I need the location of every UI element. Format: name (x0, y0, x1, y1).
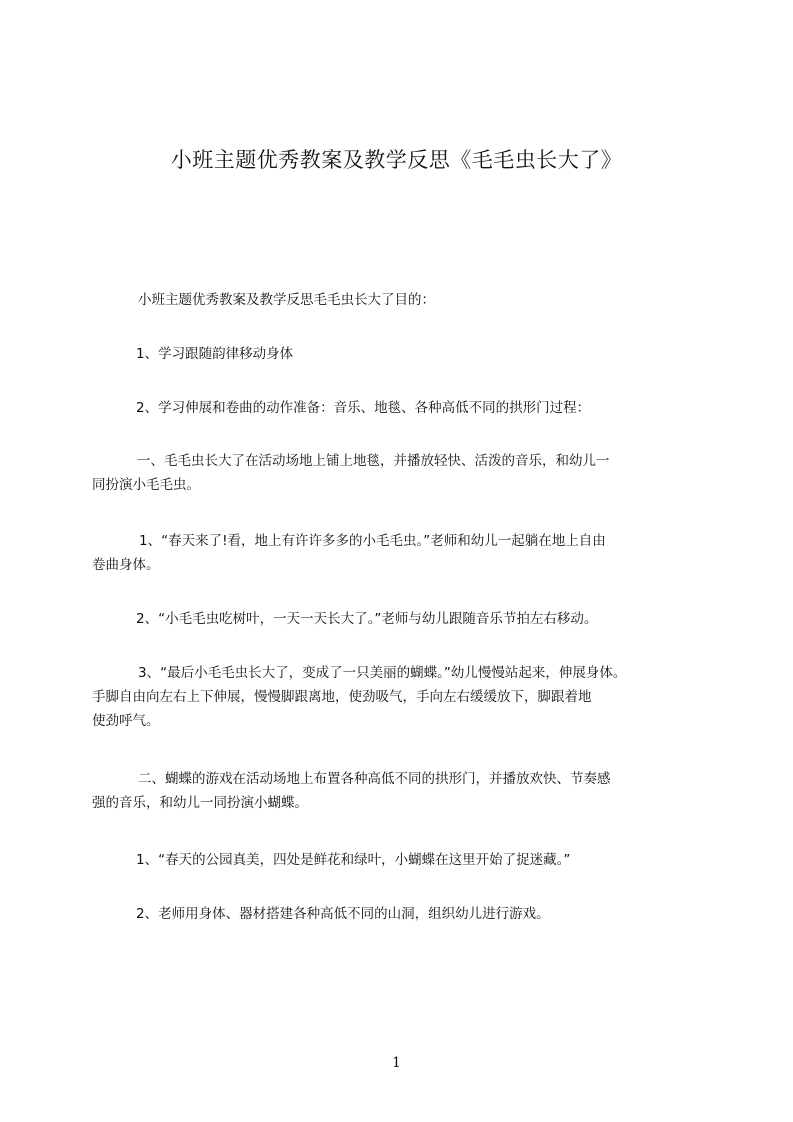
paragraph-step-2-2 (136, 902, 550, 926)
paragraph-line: 2、学习伸展和卷曲的动作准备：音乐、地毯、各种高低不同的拱形门过程： (136, 400, 591, 416)
page-number: 1 (392, 1055, 401, 1071)
document-title: 小班主题优秀教案及教学反思《毛毛虫长大了》 (170, 148, 623, 172)
paragraph-line: 手脚自由向左右上下伸展，慢慢脚跟离地，使劲吸气，手向左右缓缓放下，脚跟着地 (92, 689, 592, 705)
paragraph-line: 3、“最后小毛毛虫长大了，变成了一只美丽的蝴蝶。”幼儿慢慢站起来，伸展身体。 (138, 665, 627, 681)
paragraph-line: 使劲呼气。 (92, 713, 160, 729)
paragraph-line: 卷曲身体。 (92, 557, 160, 573)
paragraph-goal-1 (136, 342, 293, 366)
paragraph-line: 2、老师用身体、器材搭建各种高低不同的山洞，组织幼儿进行游戏。 (136, 906, 550, 922)
paragraph-goal-2 (136, 396, 590, 420)
paragraph-line: 同扮演小毛毛虫。 (92, 477, 200, 493)
paragraph-step-1-2 (136, 607, 597, 631)
paragraph-line: 1、学习跟随韵律移动身体 (136, 346, 294, 362)
paragraph-line: 强的音乐，和幼儿一同扮演小蝴蝶。 (92, 795, 308, 811)
paragraph-line: 2、“小毛毛虫吃树叶，一天一天长大了。”老师与幼儿跟随音乐节拍左右移动。 (136, 611, 598, 627)
paragraph-step-1-3 (92, 661, 626, 733)
paragraph-line: 小班主题优秀教案及教学反思毛毛虫长大了目的： (138, 292, 435, 308)
paragraph-line: 一、毛毛虫长大了在活动场地上铺上地毯，并播放轻快、活泼的音乐，和幼儿一 (137, 453, 610, 469)
paragraph-intro (138, 288, 435, 312)
paragraph-step-1-1 (92, 529, 606, 577)
paragraph-section-1 (92, 449, 610, 497)
paragraph-section-2 (92, 767, 611, 815)
paragraph-line: 1、“春天的公园真美，四处是鲜花和绿叶，小蝴蝶在这里开始了捉迷藏。” (136, 852, 571, 868)
paragraph-line: 1、“春天来了!看，地上有许许多多的小毛毛虫。”老师和幼儿一起躺在地上自由 (139, 533, 606, 549)
paragraph-step-2-1 (136, 848, 570, 872)
paragraph-line: 二、蝴蝶的游戏在活动场地上布置各种高低不同的拱形门，并播放欢快、节奏感 (138, 771, 611, 787)
